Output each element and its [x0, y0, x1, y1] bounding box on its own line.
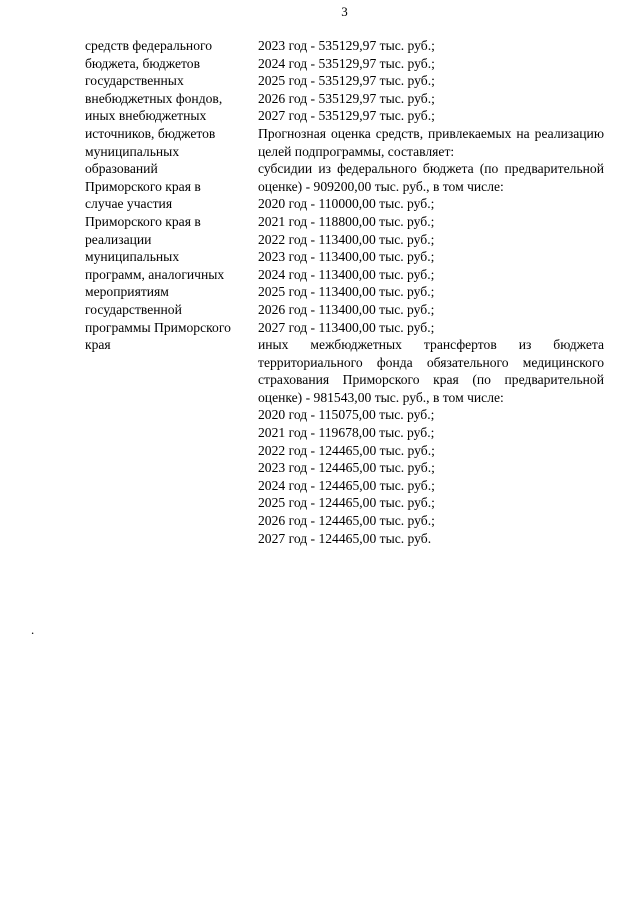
left-column-line: случае участия [85, 196, 173, 212]
left-column-line: источников, бюджетов [85, 125, 216, 141]
paragraph-forecast: Прогнозная оценка средств, привлекаемых на реализацию целей подпрограммы, составляет: [258, 125, 604, 159]
year-amount-line: 2023 год - 113400,00 тыс. руб.; [258, 249, 435, 265]
left-column-line: программ, аналогичных [85, 266, 225, 282]
year-amount-line: 2026 год - 535129,97 тыс. руб.; [258, 90, 435, 106]
year-amount-line: 2027 год - 535129,97 тыс. руб.; [258, 108, 435, 124]
left-column-line: Приморского края в [85, 178, 201, 194]
year-amount-line: 2025 год - 113400,00 тыс. руб.; [258, 284, 435, 300]
left-column-line: края [85, 337, 111, 353]
paragraph-subsidies: субсидии из федерального бюджета (по предварительной оценке) - 909200,00 тыс. руб., в том числе: [258, 161, 604, 194]
year-amount-line: 2024 год - 535129,97 тыс. руб.; [258, 55, 435, 71]
left-column [85, 37, 258, 354]
left-column-line: бюджета, бюджетов [85, 55, 201, 71]
year-amount-line: 2020 год - 115075,00 тыс. руб.; [258, 407, 435, 423]
year-amount-line: 2024 год - 113400,00 тыс. руб.; [258, 266, 435, 282]
year-amount-line: 2024 год - 124465,00 тыс. руб.; [258, 477, 435, 493]
left-column-line: Приморского края в [85, 213, 201, 229]
page-number: 3 [341, 4, 348, 19]
year-amount-line: 2023 год - 535129,97 тыс. руб.; [258, 38, 435, 53]
year-amount-line: 2025 год - 124465,00 тыс. руб.; [258, 495, 435, 511]
year-amount-line: 2020 год - 110000,00 тыс. руб.; [258, 196, 435, 212]
year-amount-line: 2026 год - 124465,00 тыс. руб.; [258, 513, 435, 529]
right-column [258, 37, 604, 547]
year-amount-line: 2021 год - 118800,00 тыс. руб.; [258, 213, 435, 229]
content-area [85, 37, 604, 547]
left-column-line: мероприятиям [85, 284, 169, 300]
left-column-line: иных внебюджетных [85, 108, 207, 124]
left-column-line: средств федерального [85, 38, 213, 53]
left-column-line: муниципальных [85, 249, 180, 265]
paragraph-transfers: иных межбюджетных трансфертов из бюджета территориального фонда обязательного медицинского страхования Приморского края (по предварительной оценке) - 981543,00 тыс. руб., в том числе: [258, 337, 604, 405]
left-column-line: реализации [85, 231, 152, 247]
left-column-line: муниципальных [85, 143, 180, 159]
year-amount-line: 2021 год - 119678,00 тыс. руб.; [258, 425, 435, 441]
year-amount-line: 2027 год - 124465,00 тыс. руб. [258, 530, 432, 546]
year-amount-line: 2027 год - 113400,00 тыс. руб.; [258, 319, 435, 335]
year-amount-line: 2026 год - 113400,00 тыс. руб.; [258, 301, 435, 317]
left-column-line: внебюджетных фондов, [85, 90, 223, 106]
left-column-line: программы Приморского [85, 319, 231, 335]
year-amount-line: 2022 год - 113400,00 тыс. руб.; [258, 231, 435, 247]
year-amount-line: 2025 год - 535129,97 тыс. руб.; [258, 73, 435, 89]
year-amount-line: 2023 год - 124465,00 тыс. руб.; [258, 460, 435, 476]
left-column-line: государственных [85, 73, 184, 89]
stray-mark: . [31, 622, 35, 637]
left-column-line: государственной [85, 301, 182, 317]
year-amount-line: 2022 год - 124465,00 тыс. руб.; [258, 442, 435, 458]
left-column-line: образований [85, 161, 158, 177]
